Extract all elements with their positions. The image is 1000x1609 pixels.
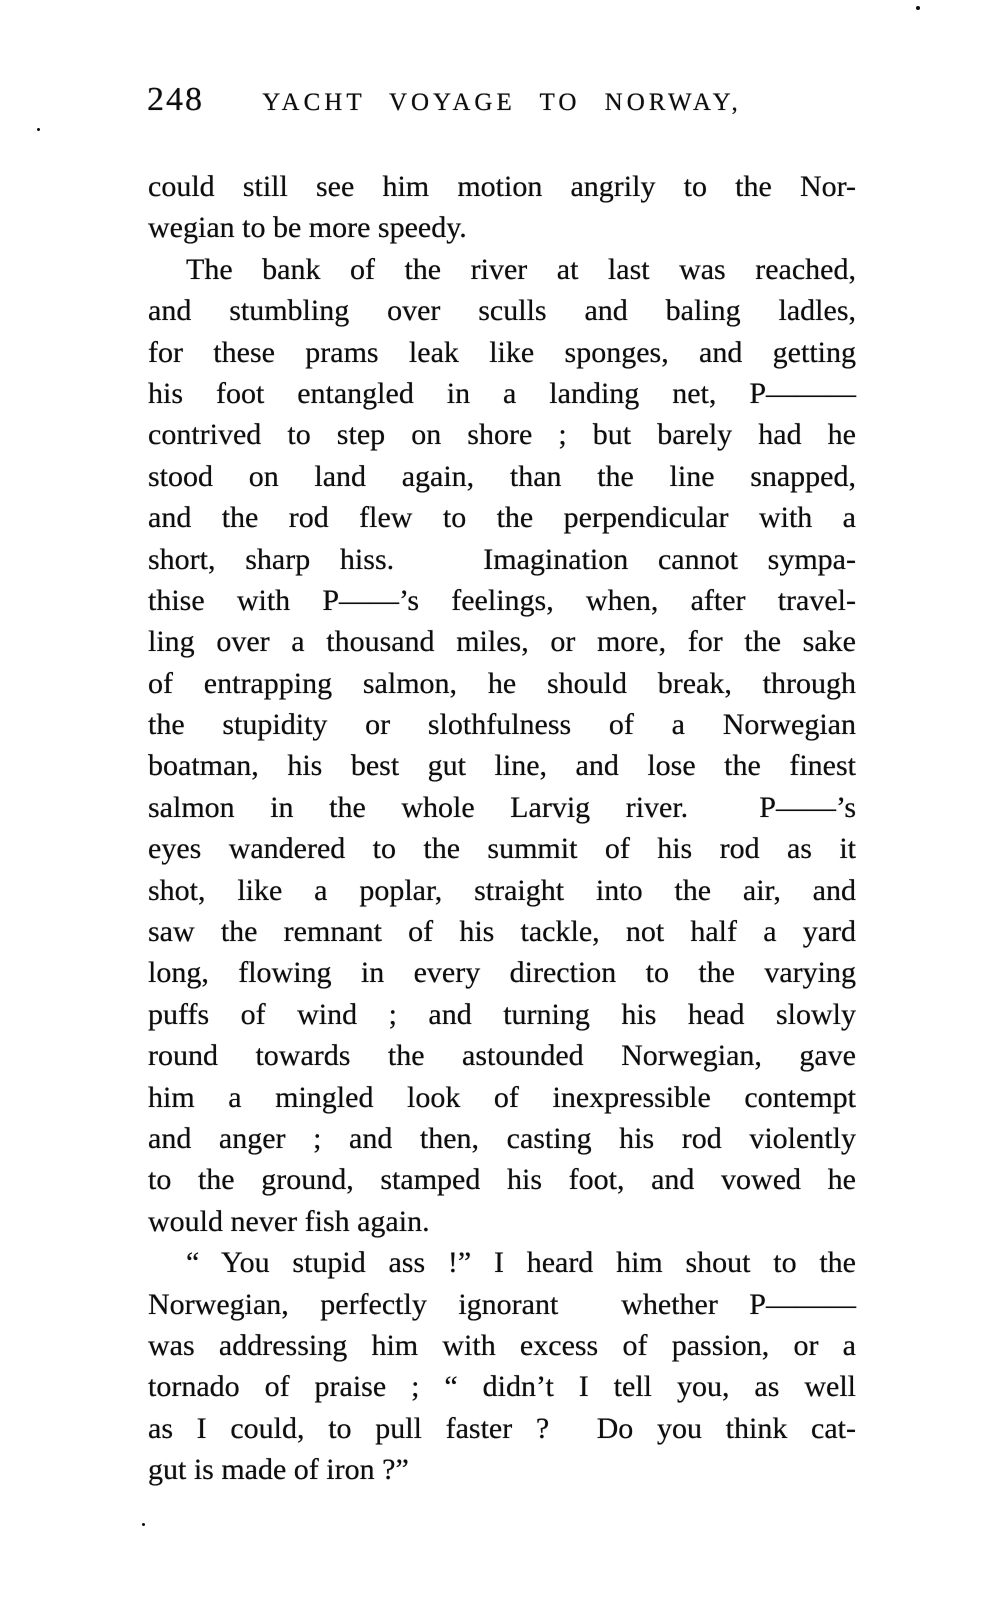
text-line: round towards the astounded Norwegian, gave	[148, 1039, 856, 1073]
scan-speck	[142, 1523, 145, 1526]
text-line: puffs of wind ; and turning his head slowly	[148, 997, 856, 1031]
text-line: stood on land again, than the line snapped,	[148, 459, 856, 493]
page-body	[148, 166, 856, 1491]
text-line: short, sharp hiss. Imagination cannot sympa-	[148, 542, 856, 576]
text-line: thise with P——’s feelings, when, after travel-	[148, 583, 856, 617]
text-line: wegian to be more speedy.	[148, 211, 467, 245]
text-line: shot, like a poplar, straight into the air, and	[148, 873, 856, 907]
text-line: tornado of praise ; “ didn’t I tell you, as well	[148, 1370, 856, 1404]
text-line: contrived to step on shore ; but barely had he	[148, 418, 856, 452]
text-line: Norwegian, perfectly ignorant whether P———	[148, 1287, 856, 1321]
text-line: could still see him motion angrily to the Nor-	[148, 170, 856, 203]
text-line: salmon in the whole Larvig river. P——’s	[148, 790, 856, 824]
text-line: his foot entangled in a landing net, P———	[148, 376, 856, 410]
text-line: and anger ; and then, casting his rod violently	[148, 1121, 856, 1155]
text-line: gut is made of iron ?”	[148, 1453, 409, 1487]
text-line: for these prams leak like sponges, and getting	[148, 335, 856, 369]
text-line: of entrapping salmon, he should break, through	[148, 666, 856, 700]
scan-speck	[37, 128, 40, 131]
text-line: and the rod flew to the perpendicular with a	[148, 501, 856, 535]
text-line: “ You stupid ass !” I heard him shout to the	[186, 1246, 856, 1280]
text-line: boatman, his best gut line, and lose the finest	[148, 749, 856, 783]
text-line: him a mingled look of inexpressible contempt	[148, 1080, 856, 1114]
text-line: saw the remnant of his tackle, not half a yard	[148, 915, 856, 949]
text-line: eyes wandered to the summit of his rod as it	[148, 832, 856, 866]
text-line: the stupidity or slothfulness of a Norwegian	[148, 708, 856, 742]
text-line: and stumbling over sculls and baling ladles,	[148, 294, 856, 328]
page-number: 248	[147, 81, 204, 118]
text-line: to the ground, stamped his foot, and vowed he	[148, 1163, 856, 1197]
scan-speck	[916, 6, 920, 10]
text-line: long, flowing in every direction to the varying	[148, 956, 856, 990]
text-line: would never fish again.	[148, 1204, 430, 1238]
running-title: YACHT VOYAGE TO NORWAY,	[262, 89, 742, 116]
text-line: as I could, to pull faster ? Do you think cat-	[148, 1411, 856, 1445]
text-line: The bank of the river at last was reached,	[186, 252, 856, 286]
text-line: ling over a thousand miles, or more, for the sake	[148, 625, 856, 659]
text-line: was addressing him with excess of passion, or a	[148, 1328, 856, 1362]
